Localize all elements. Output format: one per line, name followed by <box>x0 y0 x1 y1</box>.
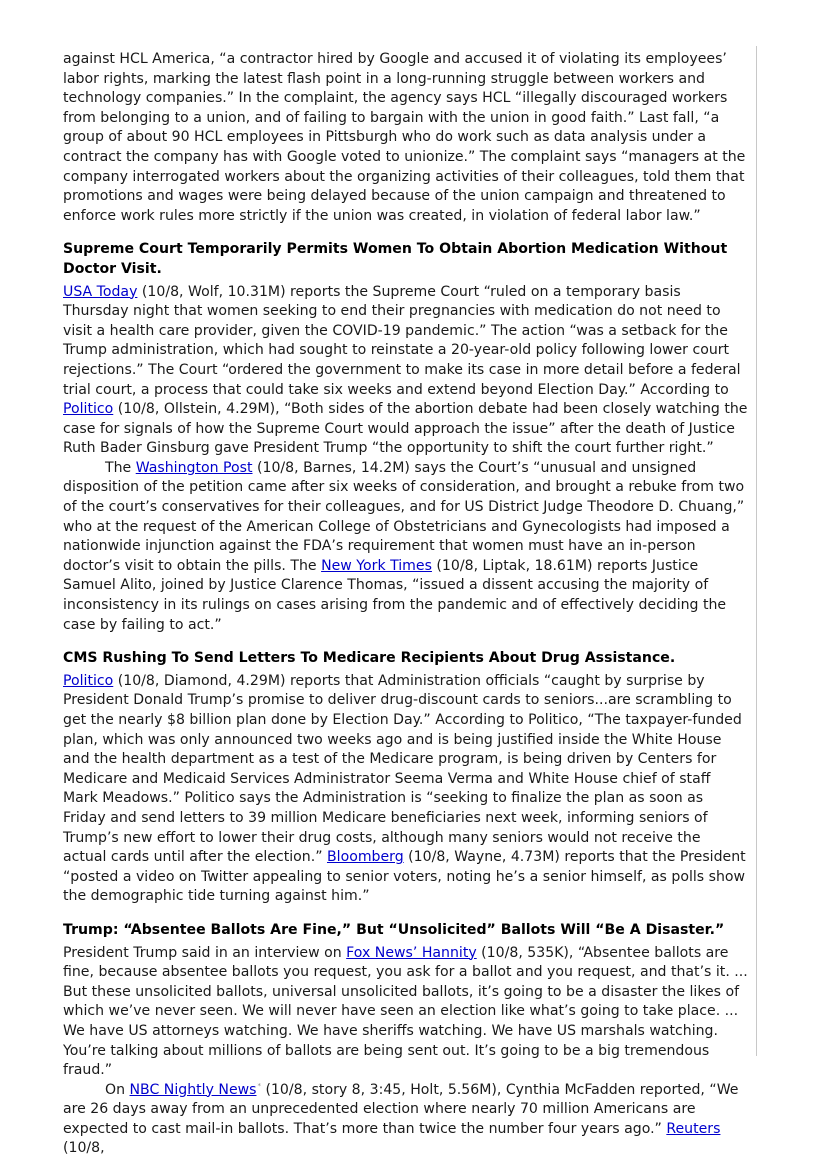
intro-paragraph: against HCL America, “a contractor hired by Google and accused it of violating its employees’ labor rights, marking the latest flash point in a long-running struggle between workers and technology companies.” In the complaint, the agency says HCL “illegally discouraged workers from belonging to a union, and of failing to bargain with the union in good faith.” Last fall, “a group of about 90 HCL employees in Pittsburgh who do work such as data analysis under a contract the company has with Google voted to unionize.” The complaint says “managers at the company interrogated workers about the organizing activities of their colleagues, told them that promotions and wages were being delayed because of the union campaign and threatened to enforce work rules more strictly if the union was created, in violation of federal labor law.” <box>63 51 746 224</box>
article3-paragraph-1: President Trump said in an interview on Fox News’ Hannity (10/8, 535K), “Absentee ballots are fine, because absentee ballots you request, you ask for a ballot and you request, and that’s it. ... But these unsolicited ballots, universal unsolicited ballots, it’s going to be a disaster the likes of which we’ve never seen. We will never have seen an election like what’s going to take place. ... We have US attorneys watching. We have sheriffs watching. We have US marshals watching. You’re talking about millions of ballots are being sent out. It’s going to be a big tremendous fraud.” <box>63 944 748 1079</box>
video-marker: * <box>257 1081 261 1090</box>
document-page <box>60 46 757 1157</box>
article1-paragraph-2: The Washington Post (10/8, Barnes, 14.2M) says the Court’s “unusual and unsigned disposition of the petition came after six weeks of consideration, and brought a rebuke from two of the court’s conservatives for their colleagues, and for US District Judge Theodore D. Chuang,” who at the request of the American College of Obstetricians and Gynecologists had imposed a nationwide injunction against the FDA’s requirement that women must have an in-person doctor’s visit to obtain the pills. The New York Times (10/8, Liptak, 18.61M) reports Justice Samuel Alito, joined by Justice Clarence Thomas, “issued a dissent accusing the majority of inconsistency in its rulings on cases arising from the pandemic and of effectively deciding the case by failing to act.” <box>63 459 745 633</box>
article2-paragraph-1: Politico (10/8, Diamond, 4.29M) reports that Administration officials “caught by surprise by President Donald Trump’s promise to deliver drug-discount cards to seniors...are scrambling to get the nearly $8 billion plan done by Election Day.” According to Politico, “The taxpayer-funded plan, which was only announced two weeks ago and is being justified inside the White House and the health department as a test of the Medicare program, is being driven by Centers for Medicare and Medicaid Services Administrator Seema Verma and White House chief of staff Mark Meadows.” Politico says the Administration is “seeking to finalize the plan as soon as Friday and send letters to 39 million Medicare beneficiaries next week, informing seniors of Trump’s new effort to lower their drug costs, although many seniors would not receive the actual cards until after the election.” Bloomberg (10/8, Wayne, 4.73M) reports that the President “posted a video on Twitter appealing to senior voters, noting he’s a senior himself, as polls show the demographic tide turning against him.” <box>63 672 746 905</box>
link-reuters[interactable]: Reuters <box>666 1120 721 1137</box>
link-bloomberg[interactable]: Bloomberg <box>326 849 404 866</box>
link-new-york-times[interactable]: New York Times <box>321 557 432 574</box>
link-politico-2[interactable]: Politico <box>63 672 114 689</box>
link-usa-today[interactable]: USA Today <box>63 283 138 300</box>
headline-absentee-ballots: Trump: “Absentee Ballots Are Fine,” But “Unsolicited” Ballots Will “Be A Disaster.” <box>63 921 725 938</box>
article3-paragraph-2: On NBC Nightly News* (10/8, story 8, 3:45, Holt, 5.56M), Cynthia McFadden reported, “We are 26 days away from an unprecedented election where nearly 70 million Americans are expected to cast mail-in ballots. That’s more than twice the number four years ago.” Reuters (10/8, <box>63 1081 739 1157</box>
link-fox-news-hannity[interactable]: Fox News’ Hannity <box>346 944 477 961</box>
article1-paragraph-1: USA Today (10/8, Wolf, 10.31M) reports the Supreme Court “ruled on a temporary basis Thursday night that women seeking to end their pregnancies with medication do not need to visit a health care provider, given the COVID-19 pandemic.” The action “was a setback for the Trump administration, which had sought to reinstate a 20-year-old policy following lower court rejections.” The Court “ordered the government to make its case in more detail before a federal trial court, a process that could take six weeks and extend beyond Election Day.” According to Politico (10/8, Ollstein, 4.29M), “Both sides of the abortion debate had been closely watching the case for signals of how the Supreme Court would approach the issue” after the death of Justice Ruth Bader Ginsburg gave President Trump “the opportunity to shift the court further right.” <box>63 283 748 457</box>
link-washington-post[interactable]: Washington Post <box>135 459 253 476</box>
headline-supreme-court: Supreme Court Temporarily Permits Women To Obtain Abortion Medication Without Doctor Visit. <box>63 241 728 277</box>
link-politico[interactable]: Politico <box>63 401 114 418</box>
headline-cms-letters: CMS Rushing To Send Letters To Medicare Recipients About Drug Assistance. <box>63 650 676 667</box>
link-nbc-nightly-news[interactable]: NBC Nightly News <box>129 1081 257 1098</box>
